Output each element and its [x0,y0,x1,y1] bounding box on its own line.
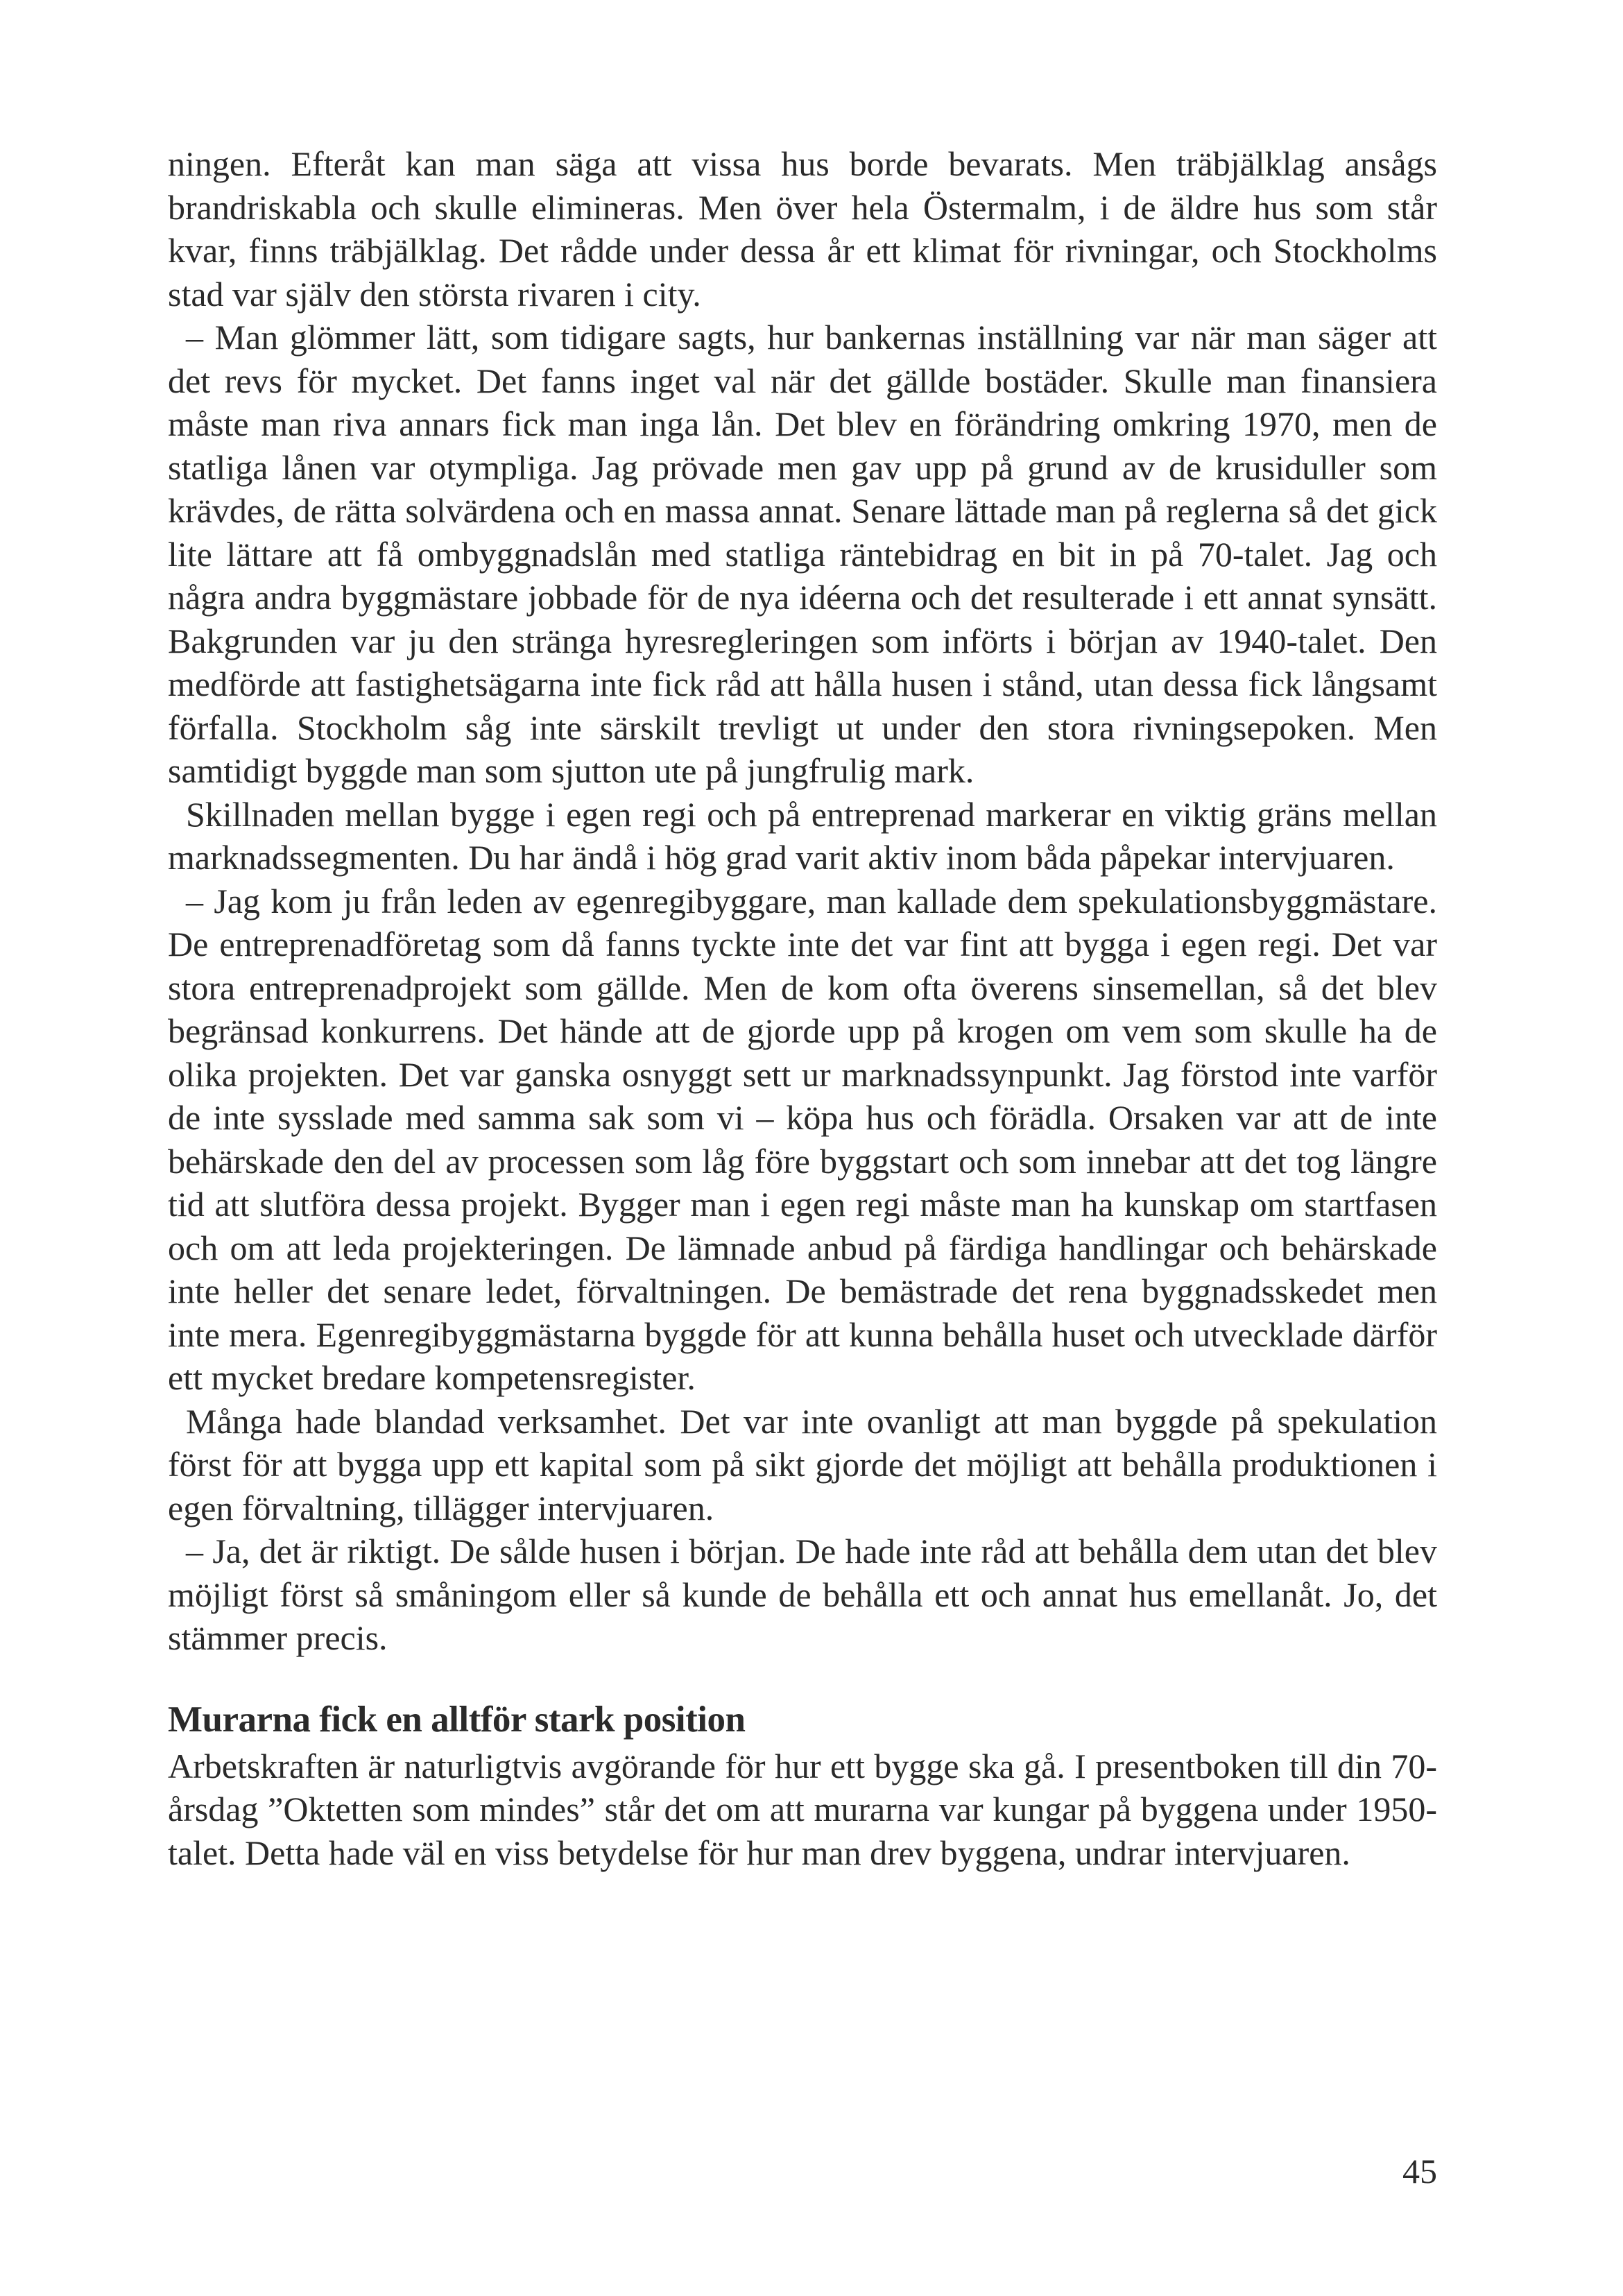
paragraph: ningen. Efteråt kan man säga att vissa hus borde bevarats. Men träbjälklag ansågs brandriskabla och skulle elimineras. Men över hela Östermalm, i de äldre hus som står kvar, finns träbjälklag. Det rådde under dessa år ett klimat för rivningar, och Stockholms stad var själv den största rivaren i city. [168,144,1437,314]
section-paragraph: Arbetskraften är naturligtvis avgörande för hur ett bygge ska gå. I presentboken till din 70-årsdag ”Oktetten som mindes” står det om att murarna var kungar på byggena under 1950-talet. Detta hade väl en viss betydelse för hur man drev byggena, undrar intervjuaren. [168,1746,1437,1872]
paragraph: Många hade blandad verksamhet. Det var inte ovanligt att man byggde på spekulation först för att bygga upp ett kapital som på sikt gjorde det möjligt att behålla produktionen i egen förvaltning, tillägger intervjuaren. [168,1401,1437,1527]
paragraph: – Jag kom ju från leden av egenregibyggare, man kallade dem spekulationsbyggmästare. De entreprenadföretag som då fanns tyckte inte det var fint att bygga i egen regi. Det var stora entreprenadprojekt som gällde. Men de kom ofta överens sinsemellan, så det blev begränsad konkurrens. Det hände att de gjorde upp på krogen om vem som skulle ha de olika projekten. Det var ganska osnyggt sett ur marknadssynpunkt. Jag förstod inte varför de inte sysslade med samma sak som vi – köpa hus och förädla. Orsaken var att de inte behärskade den del av processen som låg före byggstart och som innebar att det tog längre tid att slutföra dessa projekt. Bygger man i egen regi måste man ha kunskap om startfasen och om att leda projekteringen. De lämnade anbud på färdiga handlingar och behärskade inte heller det senare ledet, förvaltningen. De bemästrade det rena byggnadsskedet men inte mera. Egenregibyggmästarna byggde för att kunna behålla huset och utvecklade därför ett mycket bredare kompetensregister. [168,881,1437,1397]
section-heading: Murarna fick en alltför stark position [168,1699,746,1740]
paragraph: Skillnaden mellan bygge i egen regi och på entreprenad markerar en viktig gräns mellan marknadssegmenten. Du har ändå i hög grad varit aktiv inom båda påpekar intervjuaren. [168,794,1437,877]
paragraph: – Ja, det är riktigt. De sålde husen i början. De hade inte råd att behålla dem utan det blev möjligt först så småningom eller så kunde de behålla ett och annat hus emellanåt. Jo, det stämmer precis. [168,1532,1437,1657]
paragraph: – Man glömmer lätt, som tidigare sagts, hur bankernas inställning var när man säger att det revs för mycket. Det fanns inget val när det gällde bostäder. Skulle man finansiera måste man riva annars fick man inga lån. Det blev en förändring omkring 1970, men de statliga lånen var otympliga. Jag prövade men gav upp på grund av de krusiduller som krävdes, de rätta solvärdena och en massa annat. Senare lättade man på reglerna så det gick lite lättare att få ombyggnadslån med statliga räntebidrag en bit in på 70-talet. Jag och några andra byggmästare jobbade för de nya idéerna och det resulterade i ett annat synsätt. Bakgrunden var ju den stränga hyresregleringen som införts i början av 1940-talet. Den medförde att fastighetsägarna inte fick råd att hålla husen i stånd, utan dessa fick långsamt förfalla. Stockholm såg inte särskilt trevligt ut under den stora rivningsepoken. Men samtidigt byggde man som sjutton ute på jungfrulig mark. [168,318,1437,790]
body-text [168,142,1437,1874]
page-number: 45 [1402,2152,1437,2191]
